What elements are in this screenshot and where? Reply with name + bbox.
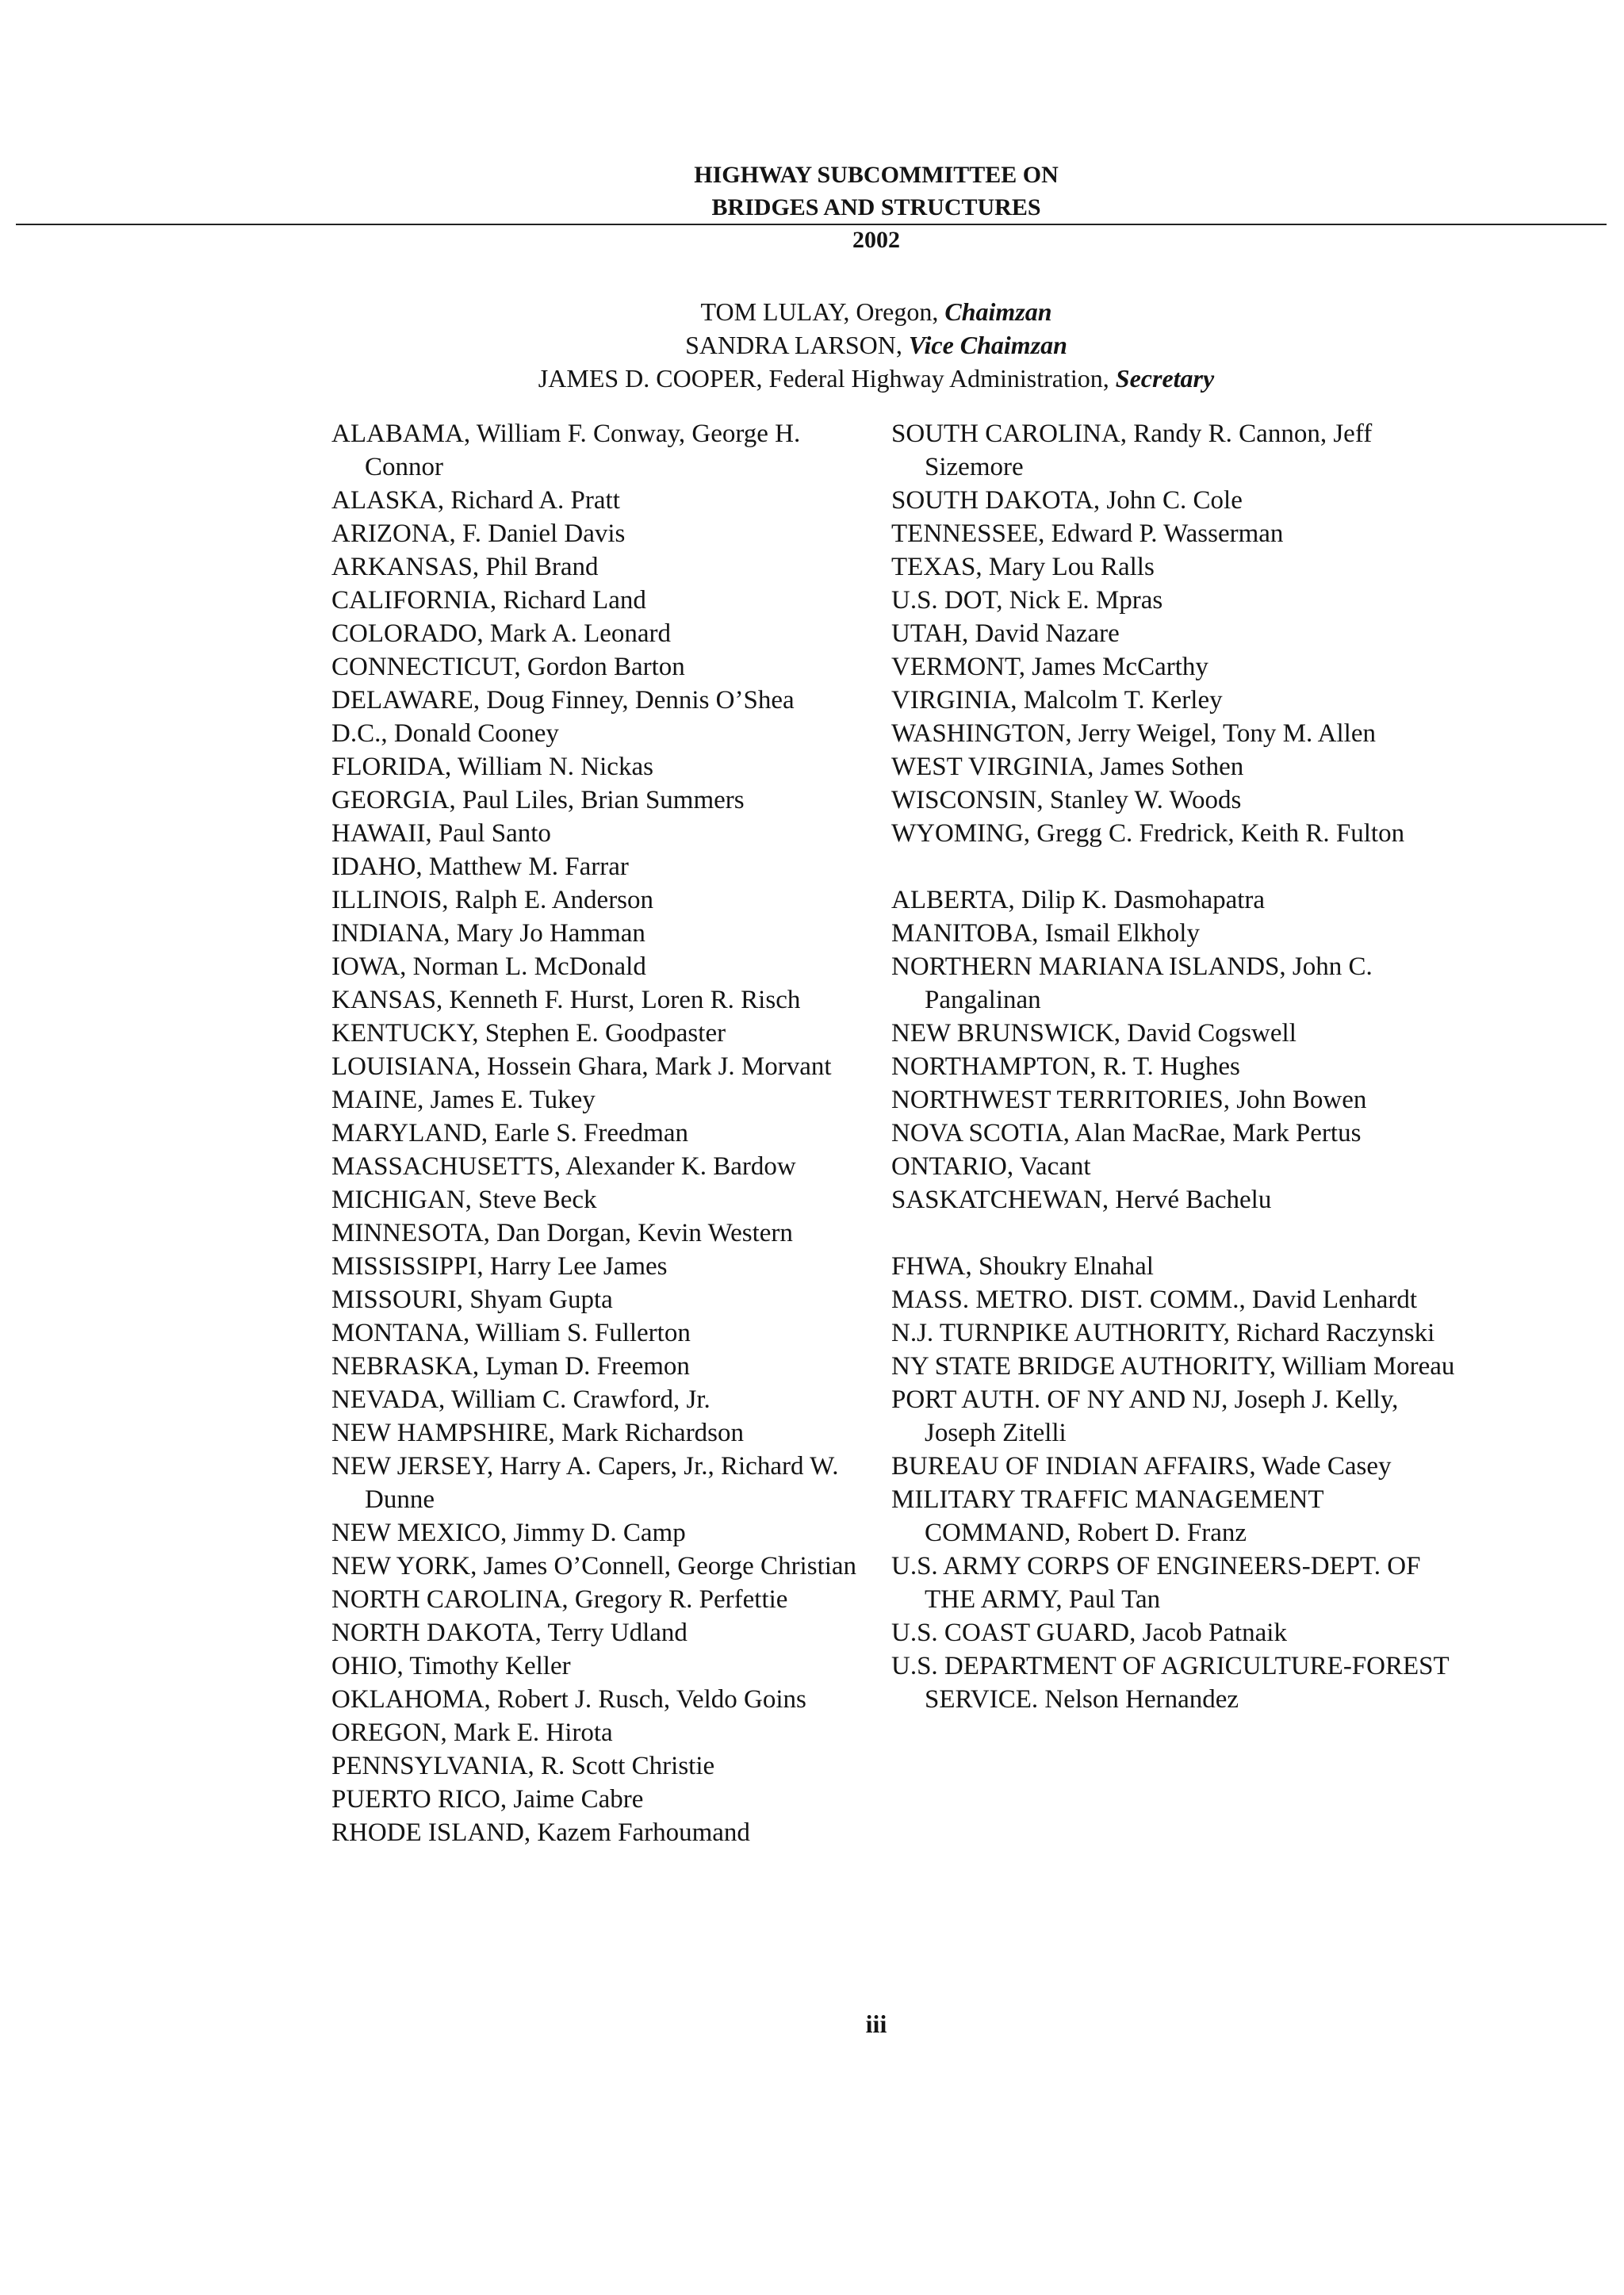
member-entry: ALABAMA, William F. Conway, George H. Connor	[331, 420, 801, 481]
member-entry: TENNESSEE, Edward P. Wasserman	[891, 519, 1284, 548]
member-entry: UTAH, David Nazare	[891, 619, 1120, 648]
member-entry: GEORGIA, Paul Liles, Brian Summers	[331, 786, 745, 814]
member-entry: VERMONT, James McCarthy	[891, 653, 1208, 681]
member-entry: MONTANA, William S. Fullerton	[331, 1319, 691, 1347]
member-entry: U.S. DOT, Nick E. Mpras	[891, 586, 1163, 615]
heading-year: 2002	[852, 227, 900, 253]
member-entry: NORTHERN MARIANA ISLANDS, John C. Pangalinan	[891, 952, 1373, 1014]
member-entry: FLORIDA, William N. Nickas	[331, 753, 653, 781]
members-left-column	[331, 417, 871, 1849]
member-entry: CALIFORNIA, Richard Land	[331, 586, 646, 615]
member-entry: VIRGINIA, Malcolm T. Kerley	[891, 686, 1223, 715]
member-entry: SASKATCHEWAN, Hervé Bachelu	[891, 1186, 1272, 1214]
member-entry: U.S. COAST GUARD, Jacob Patnaik	[891, 1619, 1287, 1647]
section-spacer	[891, 1216, 1462, 1250]
member-entry: DELAWARE, Doug Finney, Dennis O’Shea	[331, 686, 795, 715]
member-entry: ALASKA, Richard A. Pratt	[331, 486, 620, 515]
member-entry: ONTARIO, Vacant	[891, 1152, 1091, 1181]
subcommittee-heading	[0, 159, 1624, 256]
vice-chair-name: SANDRA LARSON,	[685, 331, 909, 359]
chair-line	[0, 295, 1624, 328]
member-entry: NEW HAMPSHIRE, Mark Richardson	[331, 1419, 745, 1447]
member-entry: MICHIGAN, Steve Beck	[331, 1186, 597, 1214]
member-entry: NEW MEXICO, Jimmy D. Camp	[331, 1519, 686, 1547]
member-entry: COLORADO, Mark A. Leonard	[331, 619, 672, 648]
member-entry: RHODE ISLAND, Kazem Farhoumand	[331, 1818, 750, 1847]
member-entry: PUERTO RICO, Jaime Cabre	[331, 1785, 644, 1814]
member-entry: U.S. DEPARTMENT OF AGRICULTURE-FOREST SERVICE. Nelson Hernandez	[891, 1652, 1450, 1714]
member-entry: NY STATE BRIDGE AUTHORITY, William Moreau	[891, 1352, 1455, 1381]
member-entry: MISSOURI, Shyam Gupta	[331, 1285, 613, 1314]
member-entry: BUREAU OF INDIAN AFFAIRS, Wade Casey	[891, 1452, 1392, 1481]
member-entry: ILLINOIS, Ralph E. Anderson	[331, 886, 654, 914]
member-entry: NEW YORK, James O’Connell, George Christian	[331, 1552, 857, 1580]
member-entry: NOVA SCOTIA, Alan MacRae, Mark Pertus	[891, 1119, 1362, 1148]
member-entry: INDIANA, Mary Jo Hamman	[331, 919, 645, 948]
chair-name: TOM LULAY, Oregon,	[700, 297, 945, 326]
member-entry: IOWA, Norman L. McDonald	[331, 952, 646, 981]
member-entry: WISCONSIN, Stanley W. Woods	[891, 786, 1242, 814]
member-entry: NEW BRUNSWICK, David Cogswell	[891, 1019, 1297, 1048]
member-entry: SOUTH DAKOTA, John C. Cole	[891, 486, 1243, 515]
member-entry: SOUTH CAROLINA, Randy R. Cannon, Jeff Sizemore	[891, 420, 1373, 481]
member-entry: KANSAS, Kenneth F. Hurst, Loren R. Risch	[331, 986, 801, 1014]
member-entry: MANITOBA, Ismail Elkholy	[891, 919, 1200, 948]
member-entry: PORT AUTH. OF NY AND NJ, Joseph J. Kelly, Joseph Zitelli	[891, 1385, 1399, 1447]
member-entry: PENNSYLVANIA, R. Scott Christie	[331, 1752, 715, 1780]
member-entry: MARYLAND, Earle S. Freedman	[331, 1119, 689, 1148]
member-entry: ARIZONA, F. Daniel Davis	[331, 519, 626, 548]
member-entry: KENTUCKY, Stephen E. Goodpaster	[331, 1019, 726, 1048]
member-entry: NORTH DAKOTA, Terry Udland	[331, 1619, 688, 1647]
member-entry: CONNECTICUT, Gordon Barton	[331, 653, 685, 681]
secretary-line	[0, 362, 1624, 395]
member-entry: WEST VIRGINIA, James Sothen	[891, 753, 1244, 781]
member-entry: WASHINGTON, Jerry Weigel, Tony M. Allen	[891, 719, 1376, 748]
member-entry: OHIO, Timothy Keller	[331, 1652, 571, 1680]
member-entry: MASSACHUSETTS, Alexander K. Bardow	[331, 1152, 796, 1181]
member-entry: WYOMING, Gregg C. Fredrick, Keith R. Fulton	[891, 819, 1405, 848]
heading-line-2: BRIDGES AND STRUCTURES	[711, 194, 1041, 220]
member-entry: ARKANSAS, Phil Brand	[331, 553, 599, 581]
member-entry: TEXAS, Mary Lou Ralls	[891, 553, 1155, 581]
member-entry: N.J. TURNPIKE AUTHORITY, Richard Raczynski	[891, 1319, 1435, 1347]
member-entry: NORTH CAROLINA, Gregory R. Perfettie	[331, 1585, 788, 1614]
officers-block	[0, 295, 1624, 395]
member-entry: MASS. METRO. DIST. COMM., David Lenhardt	[891, 1285, 1418, 1314]
member-entry: NORTHWEST TERRITORIES, John Bowen	[891, 1086, 1367, 1114]
heading-line-1: HIGHWAY SUBCOMMITTEE ON	[694, 162, 1059, 188]
member-entry: NEW JERSEY, Harry A. Capers, Jr., Richard W. Dunne	[331, 1452, 839, 1514]
secretary-role: Secretary	[1115, 364, 1215, 393]
secretary-name: JAMES D. COOPER, Federal Highway Administration,	[538, 364, 1116, 393]
member-entry: HAWAII, Paul Santo	[331, 819, 551, 848]
member-entry: U.S. ARMY CORPS OF ENGINEERS-DEPT. OF THE ARMY, Paul Tan	[891, 1552, 1421, 1614]
member-entry: MILITARY TRAFFIC MANAGEMENT COMMAND, Robert D. Franz	[891, 1485, 1323, 1547]
member-entry: MAINE, James E. Tukey	[331, 1086, 596, 1114]
chair-role: Chaimzan	[944, 297, 1052, 326]
member-entry: MINNESOTA, Dan Dorgan, Kevin Western	[331, 1219, 793, 1247]
page-number: iii	[865, 2010, 887, 2038]
section-spacer	[891, 850, 1462, 883]
member-entry: IDAHO, Matthew M. Farrar	[331, 852, 629, 881]
heading-rule	[16, 224, 1607, 225]
member-entry: MISSISSIPPI, Harry Lee James	[331, 1252, 668, 1281]
members-right-column	[891, 417, 1462, 1716]
member-entry: NORTHAMPTON, R. T. Hughes	[891, 1052, 1240, 1081]
member-entry: FHWA, Shoukry Elnahal	[891, 1252, 1154, 1281]
member-entry: LOUISIANA, Hossein Ghara, Mark J. Morvant	[331, 1052, 832, 1081]
vice-chair-line	[0, 328, 1624, 362]
member-entry: NEVADA, William C. Crawford, Jr.	[331, 1385, 710, 1414]
member-entry: NEBRASKA, Lyman D. Freemon	[331, 1352, 690, 1381]
member-entry: D.C., Donald Cooney	[331, 719, 559, 748]
member-entry: OREGON, Mark E. Hirota	[331, 1718, 613, 1747]
vice-chair-role: Vice Chaimzan	[908, 331, 1067, 359]
member-entry: ALBERTA, Dilip K. Dasmohapatra	[891, 886, 1266, 914]
member-entry: OKLAHOMA, Robert J. Rusch, Veldo Goins	[331, 1685, 806, 1714]
